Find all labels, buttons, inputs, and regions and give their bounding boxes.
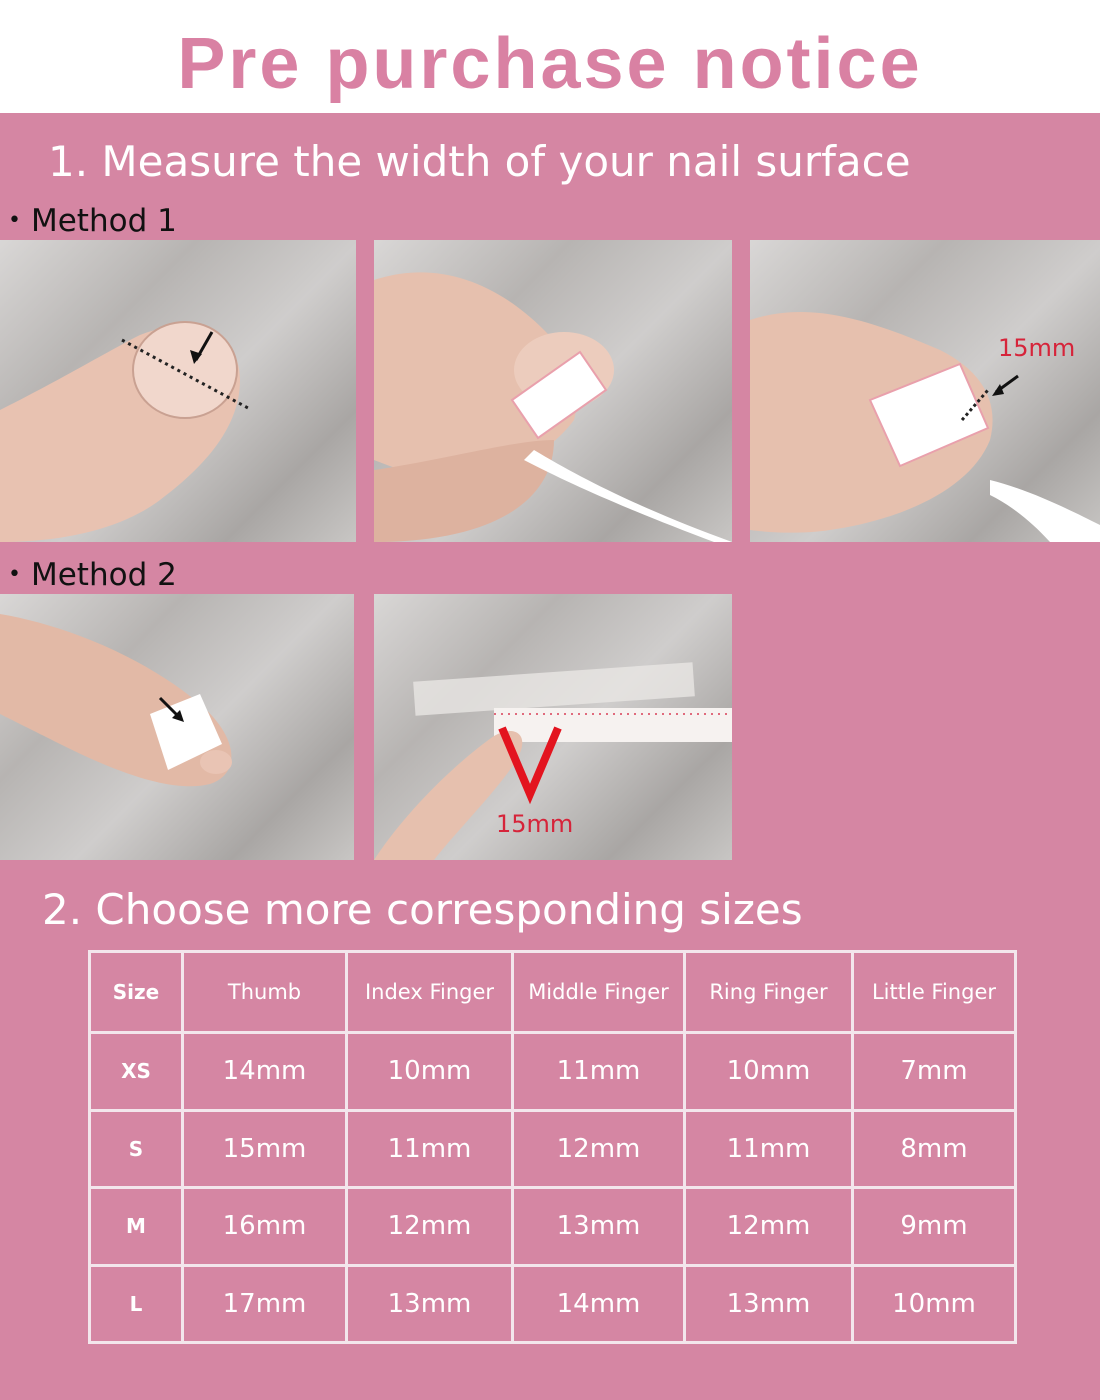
ruler-reading-label: 15mm [496,810,574,838]
header-size: Size [90,952,183,1033]
tape-wrapped-finger-photo [374,240,732,542]
table-cell: 17mm [183,1265,347,1343]
table-cell: 13mm [513,1188,685,1266]
ruler-reading-photo [374,594,732,860]
table-cell: 14mm [183,1033,347,1111]
table-cell: 8mm [853,1110,1016,1188]
table-cell: 13mm [685,1265,853,1343]
table-cell: 16mm [183,1188,347,1266]
size-cell: M [90,1188,183,1266]
table-cell: 11mm [513,1033,685,1111]
table-header-row [90,952,1016,1033]
size-cell: L [90,1265,183,1343]
tape-on-nail-illustration [0,594,354,860]
method-1-text: Method 1 [30,203,177,239]
tape-reading-photo [750,240,1100,542]
table-cell: 10mm [347,1033,513,1111]
bullet-icon: • [8,208,21,233]
header-banner [0,0,1100,113]
header-middle-finger: Middle Finger [513,952,685,1033]
size-cell: S [90,1110,183,1188]
table-cell: 11mm [685,1110,853,1188]
table-cell: 14mm [513,1265,685,1343]
table-cell: 10mm [853,1265,1016,1343]
header-ring-finger: Ring Finger [685,952,853,1033]
table-cell: 12mm [685,1188,853,1266]
page-title: Pre purchase notice [177,24,923,104]
table-cell: 10mm [685,1033,853,1111]
tape-reading-illustration [750,240,1100,542]
header-index-finger: Index Finger [347,952,513,1033]
method-2-label [8,555,177,595]
size-chart-table [88,950,1017,1344]
table-row [90,1033,1016,1111]
method-1-label [8,201,177,241]
table-cell: 15mm [183,1110,347,1188]
bullet-icon: • [8,562,21,587]
table-row [90,1110,1016,1188]
size-cell: XS [90,1033,183,1111]
table-cell: 12mm [347,1188,513,1266]
table-cell: 9mm [853,1188,1016,1266]
table-row [90,1188,1016,1266]
table-row [90,1265,1016,1343]
table-cell: 12mm [513,1110,685,1188]
header-little-finger: Little Finger [853,952,1016,1033]
thumb-illustration [0,240,356,542]
table-cell: 13mm [347,1265,513,1343]
tape-on-nail-photo [0,594,354,860]
tape-reading-label: 15mm [998,334,1076,362]
section-2-heading: 2. Choose more corresponding sizes [42,885,803,934]
section-1-heading: 1. Measure the width of your nail surface [48,137,911,186]
ruler-reading-illustration [374,594,732,860]
finger-tape-illustration [374,240,732,542]
table-cell: 11mm [347,1110,513,1188]
thumb-nail-measurement-line-photo [0,240,356,542]
header-thumb: Thumb [183,952,347,1033]
method-2-text: Method 2 [30,557,177,593]
table-cell: 7mm [853,1033,1016,1111]
